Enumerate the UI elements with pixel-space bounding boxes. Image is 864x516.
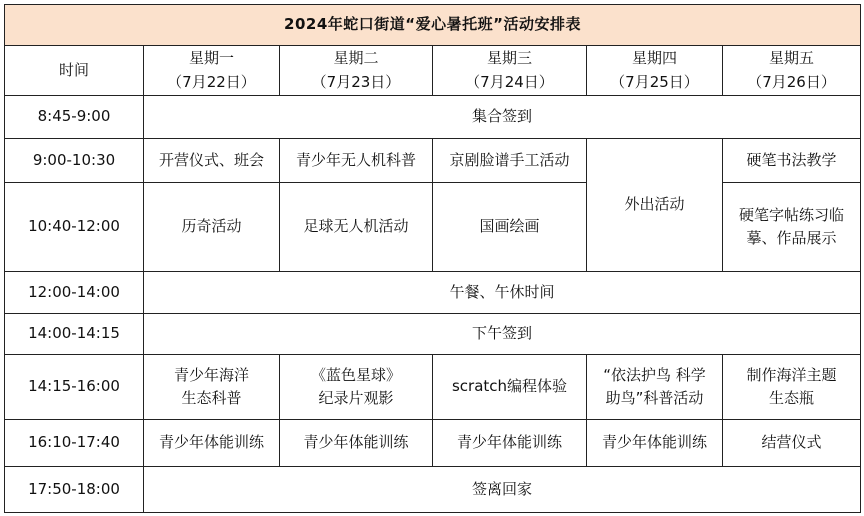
table-title: 2024年蛇口街道“爱心暑托班”活动安排表 xyxy=(5,5,861,46)
header-wednesday xyxy=(433,46,587,96)
day-date: （7月25日） xyxy=(610,72,699,91)
header-tuesday xyxy=(280,46,433,96)
day-date: （7月24日） xyxy=(465,72,554,91)
time-cell: 9:00-10:30 xyxy=(5,139,144,183)
table-row xyxy=(5,420,861,467)
table-row xyxy=(5,355,861,420)
header-monday xyxy=(144,46,280,96)
table-row xyxy=(5,314,861,355)
activity-cell: 足球无人机活动 xyxy=(280,183,433,272)
cell-line: 助鸟”科普活动 xyxy=(605,389,704,407)
activity-cell: 下午签到 xyxy=(144,314,861,355)
activity-cell: 青少年体能训练 xyxy=(280,420,433,467)
day-date: （7月23日） xyxy=(311,72,401,91)
activity-cell: 青少年体能训练 xyxy=(587,420,723,467)
table-row xyxy=(5,183,861,272)
time-cell: 14:15-16:00 xyxy=(5,355,144,420)
cell-line: 生态瓶 xyxy=(769,389,815,407)
header-thursday xyxy=(587,46,723,96)
cell-line: 摹、作品展示 xyxy=(746,229,837,247)
activity-cell: 青少年无人机科普 xyxy=(280,139,433,183)
activity-cell: 青少年体能训练 xyxy=(433,420,587,467)
activity-cell: 国画绘画 xyxy=(433,183,587,272)
cell-line: 生态科普 xyxy=(181,389,242,407)
day-name: 星期一 xyxy=(188,49,234,68)
activity-cell xyxy=(587,355,723,420)
cell-line: 《蓝色星球》 xyxy=(310,365,401,384)
day-name: 星期四 xyxy=(631,49,677,68)
activity-cell: 硬笔书法教学 xyxy=(723,139,861,183)
activity-cell: 外出活动 xyxy=(587,139,723,272)
activity-cell: 开营仪式、班会 xyxy=(144,139,280,183)
day-name: 星期三 xyxy=(486,49,532,68)
cell-line: 青少年海洋 xyxy=(173,365,249,384)
activity-cell xyxy=(723,355,861,420)
cell-line: 制作海洋主题 xyxy=(746,365,837,384)
activity-cell: 签离回家 xyxy=(144,467,861,513)
activity-cell: 京剧脸谱手工活动 xyxy=(433,139,587,183)
time-cell: 17:50-18:00 xyxy=(5,467,144,513)
activity-cell: scratch编程体验 xyxy=(433,355,587,420)
time-cell: 16:10-17:40 xyxy=(5,420,144,467)
table-row xyxy=(5,96,861,139)
day-date: （7月22日） xyxy=(167,72,256,91)
activity-cell xyxy=(144,355,280,420)
table-row xyxy=(5,139,861,183)
activity-cell: 午餐、午休时间 xyxy=(144,272,861,314)
cell-line: “依法护鸟 科学 xyxy=(603,365,706,384)
schedule-table xyxy=(4,4,861,513)
table-row xyxy=(5,272,861,314)
table-row xyxy=(5,467,861,513)
day-name: 星期二 xyxy=(333,49,379,68)
cell-line: 硬笔字帖练习临 xyxy=(739,205,845,224)
title-row xyxy=(5,5,861,46)
cell-line: 纪录片观影 xyxy=(318,389,394,407)
time-cell: 10:40-12:00 xyxy=(5,183,144,272)
activity-cell: 历奇活动 xyxy=(144,183,280,272)
activity-cell: 结营仪式 xyxy=(723,420,861,467)
activity-cell xyxy=(723,183,861,272)
header-time: 时间 xyxy=(5,46,144,96)
time-cell: 8:45-9:00 xyxy=(5,96,144,139)
time-cell: 12:00-14:00 xyxy=(5,272,144,314)
day-date: （7月26日） xyxy=(747,72,836,91)
activity-cell: 集合签到 xyxy=(144,96,861,139)
time-cell: 14:00-14:15 xyxy=(5,314,144,355)
activity-cell: 青少年体能训练 xyxy=(144,420,280,467)
day-name: 星期五 xyxy=(769,49,815,68)
activity-cell xyxy=(280,355,433,420)
header-row xyxy=(5,46,861,96)
header-friday xyxy=(723,46,861,96)
